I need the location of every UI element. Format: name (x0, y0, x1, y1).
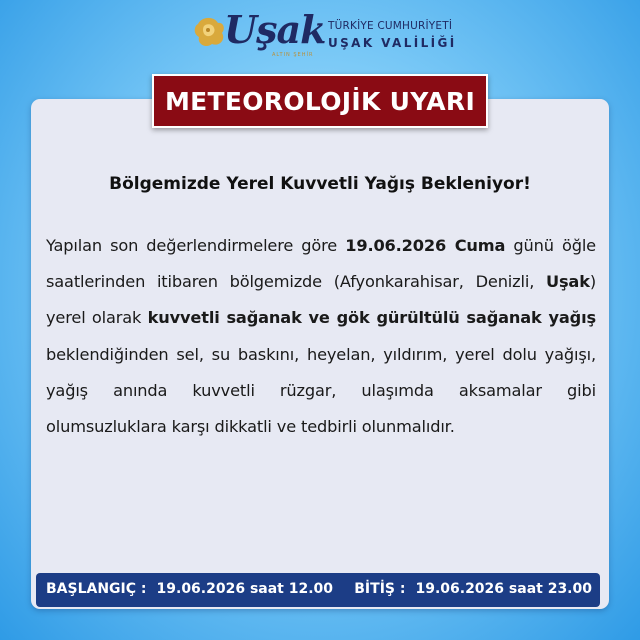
body-text-2: günü öğle saatlerinden itibaren bölgemizde (Afyonkarahisar, Denizli, (46, 236, 596, 292)
start-value: 19.06.2026 saat 12.00 (156, 581, 334, 597)
golden-emblem-icon (192, 14, 228, 50)
logo-tagline: ALTIN ŞEHİR (272, 52, 314, 58)
body-warning: kuvvetli sağanak ve gök gürültülü sağanak yağış (147, 308, 596, 328)
body-city: Uşak (545, 272, 590, 292)
validity-footer (36, 573, 600, 607)
body-text-4: beklendiğinden sel, su baskını, heyelan, yıldırım, yerel dolu yağışı, yağış anında kuvvetli rüzgar, ulaşımda aksamalar gibi olumsuzluklara karşı dikkatli ve tedbirli olunmalıdır. (46, 344, 596, 437)
start-label: BAŞLANGIÇ : (46, 581, 147, 597)
body-text-1: Yapılan son değerlendirmelere göre (46, 236, 346, 255)
header (0, 6, 640, 66)
page-title: METEOROLOJİK UYARI (164, 86, 476, 116)
start-time (46, 581, 333, 597)
end-time (354, 581, 592, 597)
logo-wordmark: Uşak (224, 7, 326, 52)
government-line-2: UŞAK VALİLİĞİ (328, 36, 457, 50)
title-banner (152, 74, 488, 128)
end-label: BİTİŞ : (354, 581, 406, 597)
announcement-subtitle: Bölgemizde Yerel Kuvvetli Yağış Bekleniyor! (109, 174, 531, 194)
government-line-1: TÜRKİYE CUMHURİYETİ (328, 20, 453, 32)
announcement-body (46, 228, 596, 445)
body-text-3: ) yerel olarak (46, 272, 596, 328)
body-date: 19.06.2026 Cuma (345, 236, 506, 255)
end-value: 19.06.2026 saat 23.00 (415, 581, 592, 597)
